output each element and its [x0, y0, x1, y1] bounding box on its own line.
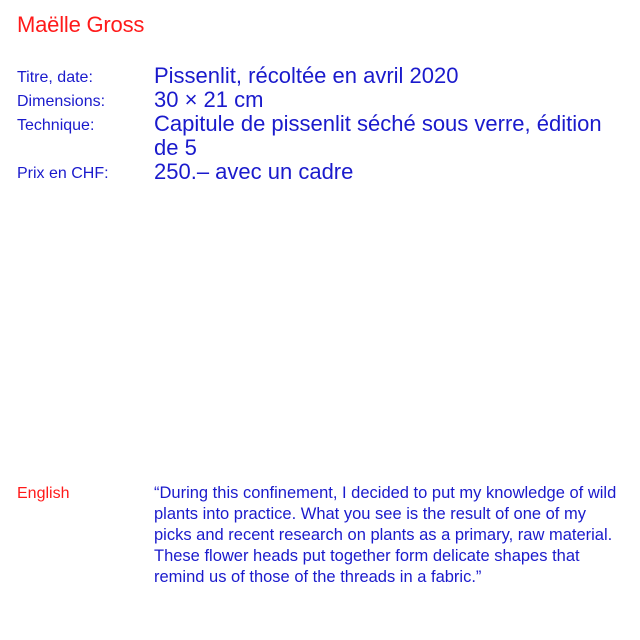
detail-row-price — [17, 160, 627, 184]
price-value: 250.– avec un cadre — [154, 159, 354, 184]
artist-name: Maëlle Gross — [17, 12, 145, 37]
detail-row-title-date — [17, 64, 627, 88]
english-label: English — [17, 485, 70, 502]
dimensions-value: 30 × 21 cm — [154, 87, 264, 112]
english-description: “During this confinement, I decided to put my knowledge of wild plants into practice. What you see is the result of one of my picks and recent research on plants as a primary, raw material. These flower heads put together form delicate shapes that remind us of those of the threads in a fabric.” — [154, 484, 617, 586]
title-date-label: Titre, date: — [17, 69, 93, 86]
technique-label: Technique: — [17, 117, 95, 134]
price-label: Prix en CHF: — [17, 165, 109, 182]
technique-value: Capitule de pissenlit séché sous verre, édition de 5 — [154, 111, 602, 160]
artwork-details — [17, 64, 627, 184]
dimensions-label: Dimensions: — [17, 93, 106, 110]
title-date-value: Pissenlit, récoltée en avril 2020 — [154, 63, 459, 88]
detail-row-technique — [17, 112, 627, 160]
detail-row-dimensions — [17, 88, 627, 112]
